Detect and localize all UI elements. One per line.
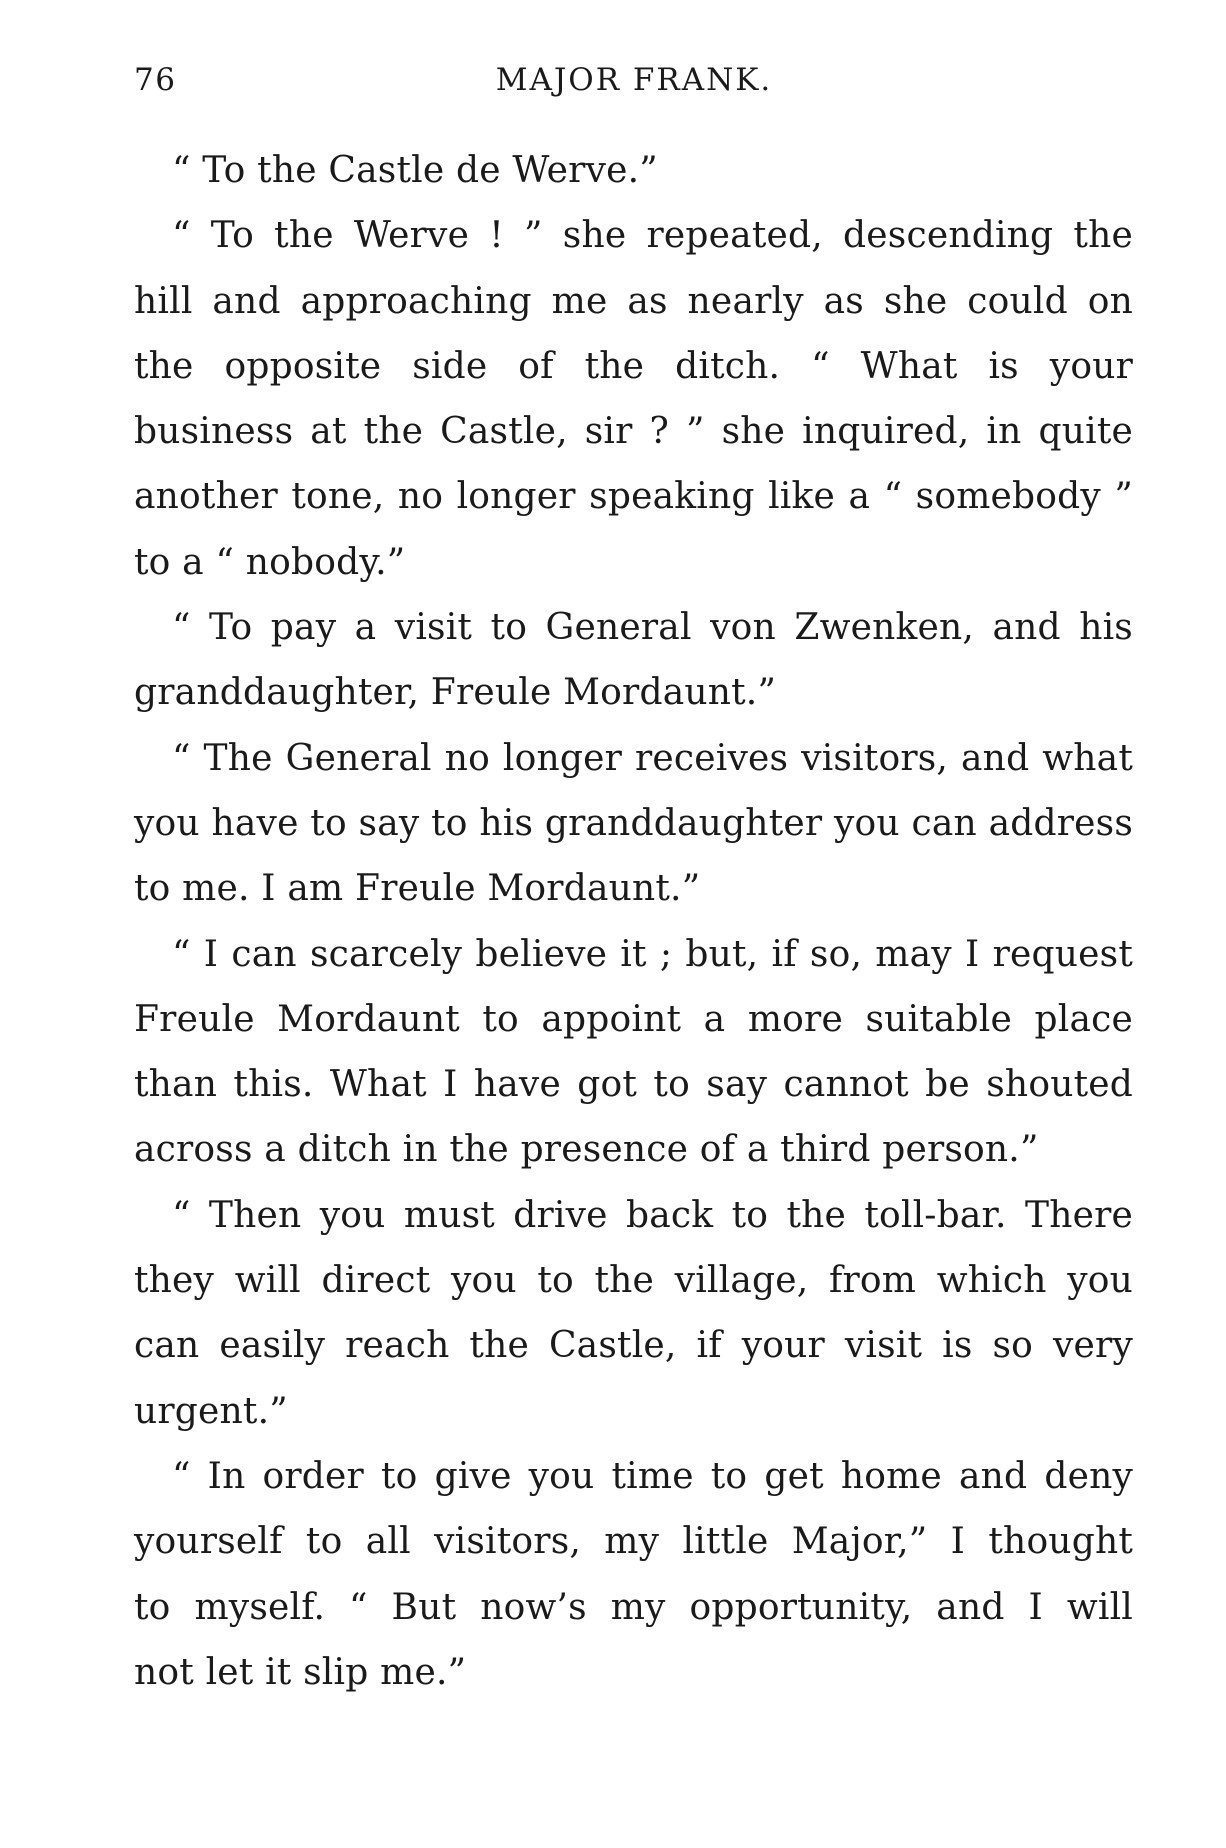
text-line: granddaughter, Freule Mordaunt.” <box>134 672 777 714</box>
text-line: you have to say to his granddaughter you can address <box>134 802 1133 844</box>
page-number: 76 <box>134 62 177 98</box>
text-line: to a “ nobody.” <box>134 541 406 583</box>
text-line: “ To the Castle de Werve.” <box>172 150 658 191</box>
text-line: hill and approaching me as nearly as she could on <box>134 280 1133 322</box>
text-line: “ To the Werve ! ” she repeated, descending the <box>172 215 1133 257</box>
text-line: urgent.” <box>134 1390 288 1432</box>
body-text <box>134 138 1133 1705</box>
page-header <box>134 62 1134 110</box>
text-line: another tone, no longer speaking like a “ somebody ” <box>134 476 1133 518</box>
text-line: “ I can scarcely believe it ; but, if so, may I request <box>172 933 1133 975</box>
text-line: “ To pay a visit to General von Zwenken, and his <box>172 607 1133 649</box>
text-line: yourself to all visitors, my little Major,” I thought <box>134 1521 1133 1563</box>
text-line: the opposite side of the ditch. “ What is your <box>134 345 1133 387</box>
text-line: Freule Mordaunt to appoint a more suitable place <box>134 998 1133 1040</box>
text-line: to me. I am Freule Mordaunt.” <box>134 868 701 910</box>
text-line: across a ditch in the presence of a third person.” <box>134 1129 1039 1171</box>
text-line: “ The General no longer receives visitors, and what <box>172 737 1133 779</box>
text-line: “ Then you must drive back to the toll-bar. There <box>172 1194 1133 1236</box>
text-line: they will direct you to the village, from which you <box>134 1260 1133 1302</box>
text-line: than this. What I have got to say cannot be shouted <box>134 1064 1133 1106</box>
text-line: “ In order to give you time to get home and deny <box>172 1455 1133 1497</box>
text-line: to myself. “ But now’s my opportunity, and I will <box>134 1586 1133 1628</box>
text-line: business at the Castle, sir ? ” she inquired, in quite <box>134 411 1133 453</box>
running-title: MAJOR FRANK. <box>495 62 773 98</box>
text-line: can easily reach the Castle, if your visit is so very <box>134 1325 1133 1367</box>
text-line: not let it slip me.” <box>134 1651 467 1693</box>
